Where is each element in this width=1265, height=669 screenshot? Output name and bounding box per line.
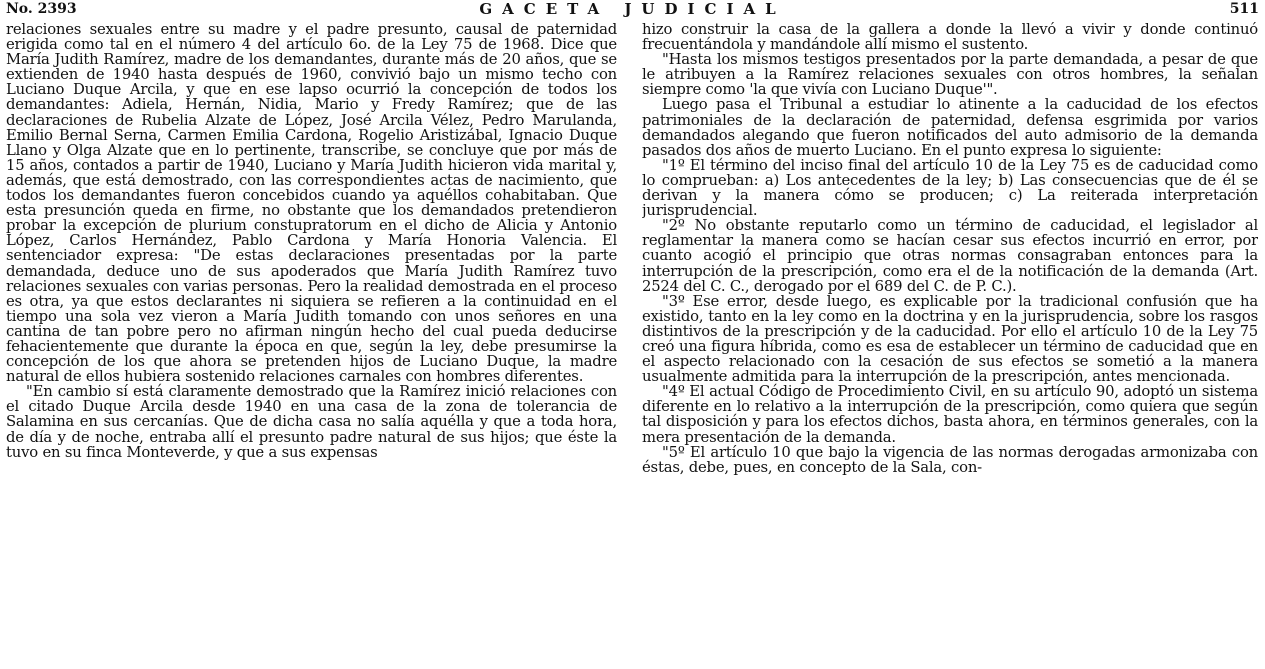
paragraph: "5º El artículo 10 que bajo la vigencia de las normas derogadas armonizaba con éstas, debe, pues, en concepto de la Sala, con- (642, 443, 1258, 476)
page-header (0, 0, 1265, 22)
paragraph: Luego pasa el Tribunal a estudiar lo atinente a la caducidad de los efectos patrimoniales de la declaración de paternidad, defensa esgrimida por varios demandados alegando que fueron notificados del auto admisorio de la demanda pasados dos años de muerto Luciano. En el punto expresa lo siguiente: (642, 96, 1258, 159)
publication-title: GACETA JUDICIAL (479, 0, 786, 18)
page-number: 511 (1229, 1, 1259, 17)
paragraph: relaciones sexuales entre su madre y el padre presunto, causal de paternidad erigida como tal en el número 4 del artículo 6o. de la Ley 75 de 1968. Dice que María Judith Ramírez, madre de los demandantes, durante más de 20 años, que se extienden de 1940 hasta después de 1960, convivió bajo un mismo techo con Luciano Duque Arcila, y que en ese lapso ocurrió la concepción de todos los demandantes: Adiela, Hernán, Nidia, Mario y Fredy Ramírez; que de las declaraciones de Rubelia Alzate de López, José Arcila Vélez, Pedro Marulanda, Emilio Bernal Serna, Carmen Emilia Cardona, Rogelio Aristizábal, Ignacio Duque Llano y Olga Alzate que en lo pertinente, transcribe, se concluye que por más de 15 años, contados a partir de 1940, Luciano y María Judith hicieron vida marital y, además, que está demostrado, con las correspondientes actas de nacimiento, que todos los demandantes fueron concebidos cuando ya aquéllos cohabitaban. Que esta presunción queda en firme, no obstante que los demandados pretendieron probar la excepción de plurium constupratorum en el dicho de Alicia y Antonio López, Carlos Hernández, Pablo Cardona y María Honoria Valencia. El sentenciador expresa: "De estas declaraciones presentadas por la parte demandada, deduce uno de sus apoderados que María Judith Ramírez tuvo relaciones sexuales con varias personas. Pero la realidad demostrada en el proceso es otra, ya que estos declarantes ni siquiera se refieren a la continuidad en el tiempo una sola vez vieron a María Judith tomando con unos señores en una cantina de tan pobre pero no afirman ningún hecho del cual pueda deducirse fehacientemente que durante la época en que, según la ley, debe presumirse la concepción de los que ahora se pretenden hijos de Luciano Duque, la madre natural de ellos hubiera sostenido relaciones carnales con hombres diferentes. (6, 22, 617, 386)
paragraph: "2º No obstante reputarlo como un término de caducidad, el legislador al reglamentar la manera como se hacían cesar sus efectos incurrió en error, por cuanto acogió el principio que otras normas consagraban entonces para la interrupción de la prescripción, como era el de la notificación de la demanda (Art. 2524 del C. C., derogado por el 689 del C. de P. C.). (642, 217, 1258, 295)
paragraph: "4º El actual Código de Procedimiento Civil, en su artículo 90, adoptó un sistema diferente en lo relativo a la interrupción de la prescripción, como quiera que según tal disposición y para los efectos dichos, basta ahora, en términos generales, con la mera presentación de la demanda. (642, 383, 1258, 446)
paragraph: "En cambio sí está claramente demostrado que la Ramírez inició relaciones con el citado Duque Arcila desde 1940 en una casa de la zona de tolerancia de Salamina en sus cercanías. Que de dicha casa no salía aquélla y que a toda hora, de día y de noche, entraba allí el presunto padre natural de sus hijos; que éste la tuvo en su finca Monteverde, y que a sus expensas (6, 383, 617, 461)
paragraph: "Hasta los mismos testigos presentados por la parte demandada, a pesar de que le atribuyen a la Ramírez relaciones sexuales con otros hombres, la señalan siempre como 'la que vivía con Luciano Duque'". (642, 51, 1258, 99)
paragraph: "3º Ese error, desde luego, es explicable por la tradicional confusión que ha existido, tanto en la ley como en la doctrina y en la jurisprudencia, sobre los rasgos distintivos de la prescripción y de la caducidad. Por ello el artículo 10 de la Ley 75 creó una figura híbrida, como es esa de establecer un término de caducidad que en el aspecto relacionado con la cesación de sus efectos se sometió a la manera usualmente admitida para la interrupción de la prescripción, antes mencionada. (642, 292, 1258, 386)
right-column (642, 22, 1258, 667)
paragraph: "1º El término del inciso final del artículo 10 de la Ley 75 es de caducidad como lo comprueban: a) Los antecedentes de la ley; b) Las consecuencias que de él se derivan y la manera cómo se producen; c) La reiterada interpretación jurisprudencial. (642, 156, 1258, 220)
paragraph: hizo construir la casa de la gallera a donde la llevó a vivir y donde continuó frecuentándola y mandándole allí mismo el sustento. (642, 22, 1258, 54)
left-column (6, 22, 617, 667)
issue-number: No. 2393 (6, 1, 77, 17)
